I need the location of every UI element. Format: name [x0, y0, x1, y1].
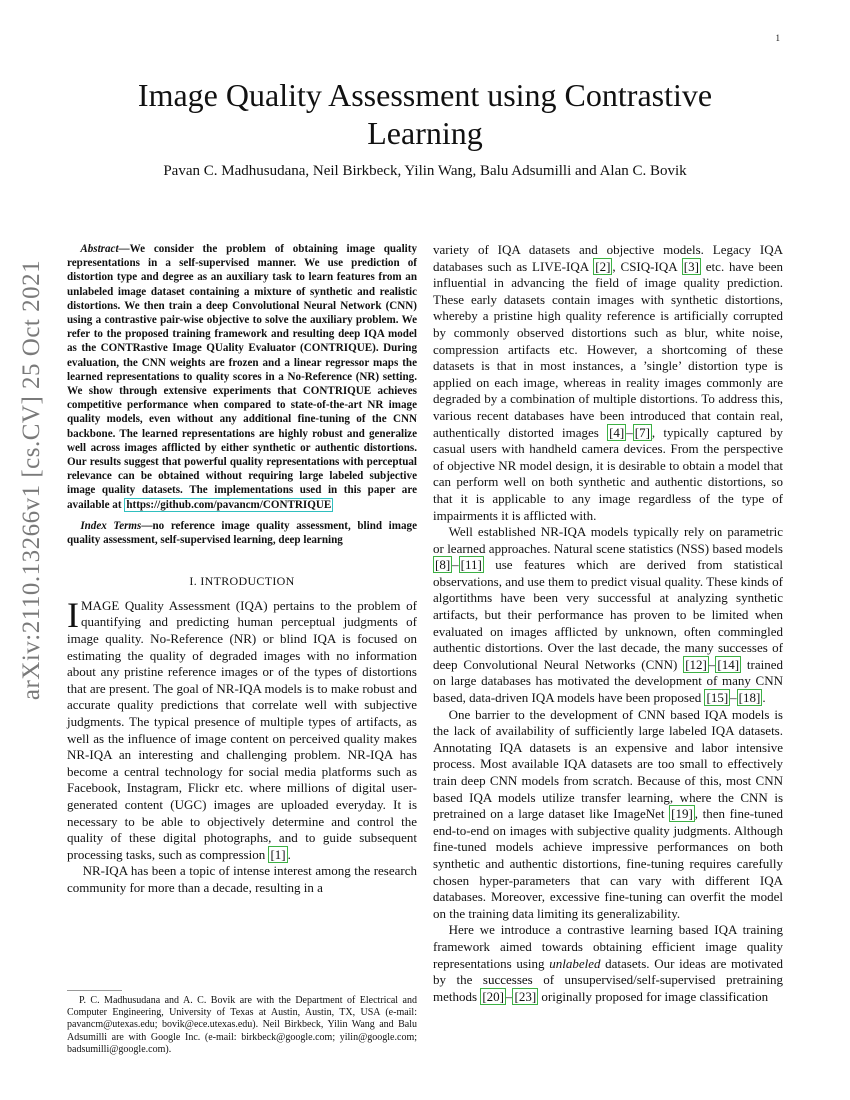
citation-8[interactable]: [8]: [435, 557, 451, 573]
text: trained on large databases has motivated the development of many CNN based, data-driven IQA models have been proposed: [433, 656, 784, 706]
right-paragraph-3: [433, 707, 783, 923]
citation-15[interactable]: [15]: [706, 690, 729, 706]
text: , typically captured by casual users with handheld camera devices. From the perspective of objective NR model design, it is desirable to obtain a model that can perform well on both synthetic and authentic distortions, so that it is applicable to any image regardless of the type of impairments it is afflicted with.: [433, 424, 783, 523]
abstract: [67, 242, 417, 512]
intro-paragraph-2: NR-IQA has been a topic of intense interest among the research community for more than a decade, resulting in a: [67, 863, 417, 895]
arxiv-id: arXiv:2110.13266v1 [cs.CV] 25 Oct 2021: [18, 259, 45, 701]
right-paragraph-1: variety of IQA datasets and objective models. Legacy IQA databases such as LIVE-IQA [2] , CSIQ-IQA [3] etc. have been influential in advancing the field of image quality prediction. These early datasets contain images with synthetic distortions, whereby a pristine high quality reference is artificially corrupted by commonly observed distortions such as blur, white noise, compression artifacts etc. However, a shortcoming of these datasets is that in most instances, a ’single’ distortion type is applied on each image, whereas in reality images commonly are degraded by a combination of multiple distortions. To address this, various recent databases have been introduced that contain real, authentically distorted images [4] – [7] , typically captured by casual users with handheld camera devices. From the perspective of objective NR model design, it is desirable to obtain a model that can perform well on both synthetic and authentic distortions, so that it is applicable to any image regardless of the type of impairments it is afflicted with.: [433, 242, 783, 523]
citation-12[interactable]: [12]: [685, 656, 707, 672]
right-paragraph-2: Well established NR-IQA models typically rely on parametric or learned approaches. Natural scene statistics (NSS) based models [8] – [11] use features which are derived from statistical observations, and use them to predict visual quality. These kinds of algortithms have been very successful at analyzing synthetic artifacts, but their performance has proven to be limited when evaluated on images afflicted by unknown, often commingled authentic distortions. Over the last decade, the many successes of deep Convolutional Neural Networks (CNN) [12] – [14] trained on large databases has motivated the development of many CNN based, data-driven IQA models have been proposed [15] – [18] .: [433, 524, 784, 706]
text: , then fine-tuned end-to-end on images with subjective quality judgments. Although fine-tuned models achieve impressive performances on both synthetic and authentic distortions, fine-tuning requires carefully chosen hyper-parameters that can vary with different IQA databases. Moreover, excessive fine-tuning can overfit the model on the training data limiting its generalizability.: [433, 806, 783, 921]
index-terms-label: Index Terms: [80, 519, 142, 532]
citation-3[interactable]: [3]: [683, 258, 699, 274]
text: , CSIQ-IQA: [612, 258, 682, 274]
index-terms-text: —no reference image quality assessment, blind image quality assessment, self-supervised learning, deep learning: [67, 519, 417, 547]
text: Well established NR-IQA models typically rely on parametric or learned approaches. Natural scene statistics (NSS) based models: [433, 524, 783, 556]
right-column: [433, 242, 783, 1005]
citation-11[interactable]: [11]: [460, 557, 482, 573]
citation-4[interactable]: [4]: [609, 424, 625, 440]
code-link[interactable]: https://github.com/pavancm/CONTRIQUE: [126, 498, 332, 511]
right-paragraph-4: Here we introduce a contrastive learning based IQA training framework aimed towards obtaining efficient image quality representations using unlabeled datasets. Our ideas are motivated by the successes of unsupervised/self-supervised pretraining methods [20] – [23] originally proposed for image classification: [433, 922, 783, 1004]
abstract-label: Abstract: [80, 243, 119, 255]
index-terms: [67, 519, 417, 547]
text: Here we introduce a contrastive learning based IQA training framework aimed towards obtaining efficient image quality representations using: [433, 922, 783, 971]
arxiv-stamp: [8, 259, 56, 701]
left-column: [67, 242, 417, 897]
text: datasets. Our ideas are motivated by the successes of unsupervised/self-supervised pretraining methods: [433, 955, 783, 1004]
section-heading: I. INTRODUCTION: [189, 574, 295, 589]
citation-18[interactable]: [18]: [738, 690, 761, 706]
footnote: [67, 990, 417, 1056]
citation-23[interactable]: [23]: [514, 988, 537, 1004]
citation-1[interactable]: [1]: [270, 846, 286, 862]
paper-title: Image Quality Assessment using Contrastive Learning: [137, 77, 713, 151]
citation-19[interactable]: [19]: [671, 806, 693, 822]
drop-cap: I: [67, 594, 79, 635]
intro-p1-text: MAGE Quality Assessment (IQA) pertains to the problem of quantifying and predicting human perceptual judgments of image quality. No-Reference (NR) or blind IQA is focused on estimating the quality of degraded images with no information about any pristine reference images or of the types of distortions that are present. The goal of NR-IQA models is to make robust and accurate quality predictions that correlate well with subjective judgments. The typical presence of multiple types of artifacts, as well as the influence of image content on perceived quality makes NR-IQA an interesting and challenging problem. NR-IQA has become a central technology for social media platforms such as Facebook, Instagram, Flickr etc. where millions of digital user-generated content (UGC) images are uploaded everyday. It is necessary to be able to objectively determine and control the quality of these digital photographs, and to guide subsequent processing tasks, such as compression: [67, 597, 417, 862]
text: One barrier to the development of CNN based IQA models is the lack of availability of sufficiently large labeled IQA datasets. Annotating IQA datasets is an expensive and labor intensive process. Most available IQA datasets are too small to effectively train deep CNN models from scratch. Because of this, most CNN based IQA models utilize transfer learning, where the CNN is pretrained on a large dataset like ImageNet: [433, 706, 783, 822]
citation-14[interactable]: [14]: [717, 656, 740, 672]
text: etc. have been influential in advancing the field of image quality prediction. These early datasets contain images with synthetic distortions, whereby a pristine high quality reference is artificially corrupted by commonly observed distortions such as blur, white noise, compression artifacts etc. However, a shortcoming of these datasets is that in most instances, a ’single’ distortion type is applied on each image, whereas in reality images commonly are degraded by a combination of multiple distortions. To address this, various recent databases have been introduced that contain real, authentically distorted images: [433, 258, 783, 440]
text: originally proposed for image classification: [538, 988, 769, 1004]
intro-paragraph-1: IMAGE Quality Assessment (IQA) pertains to the problem of quantifying and predicting human perceptual judgments of image quality. No-Reference (NR) or blind IQA is focused on estimating the quality of degraded images with no information about any pristine reference images or of the types of distortions that are present. The goal of NR-IQA models is to make robust and accurate quality predictions that correlate well with subjective judgments. The typical presence of multiple types of artifacts, as well as the influence of image content on perceived quality makes NR-IQA an interesting and challenging problem. NR-IQA has become a central technology for social media platforms such as Facebook, Instagram, Flickr etc. where millions of digital user-generated content (UGC) images are uploaded everyday. It is necessary to be able to objectively determine and control the quality of these digital photographs, and to guide subsequent processing tasks, such as compression [1] .: [67, 594, 417, 862]
text: variety of IQA datasets and objective models. Legacy IQA databases such as LIVE-IQA: [433, 242, 783, 274]
paper-authors: Pavan C. Madhusudana, Neil Birkbeck, Yilin Wang, Balu Adsumilli and Alan C. Bovik: [163, 163, 687, 179]
citation-7[interactable]: [7]: [634, 424, 650, 440]
citation-2[interactable]: [2]: [595, 258, 611, 274]
footnote-rule: [67, 990, 122, 991]
abstract-text: —We consider the problem of obtaining image quality representations in a self-supervised manner. We use prediction of distortion type and degree as an auxiliary task to learn features from an unlabeled image dataset containing a mixture of synthetic and realistic distortions. We then train a deep Convolutional Neural Network (CNN) using a contrastive pair-wise objective to solve the auxiliary problem. We refer to the proposed training framework and resulting deep IQA model as the CONTRastive Image QUality Evaluator (CONTRIQUE). During evaluation, the CNN weights are frozen and a linear regressor maps the learned representations to quality scores in a No-Reference (NR) setting. We show through extensive experiments that CONTRIQUE achieves competitive performance when compared to state-of-the-art NR image quality models, even without any additional fine-tuning of the CNN backbone. The learned representations are highly robust and generalize well across images afflicted by either synthetic or authentic distortions. Our results suggest that powerful quality representations with perceptual relevance can be obtained without requiring large labeled subjective image quality datasets. The implementations used in this paper are available at: [67, 243, 417, 511]
footnote-text: P. C. Madhusudana and A. C. Bovik are with the Department of Electrical and Computer Engineering, University of Texas at Austin, Austin, TX, USA (e-mail: pavancm@utexas.edu; bovik@ece.utexas.edu). Neil Birkbeck, Yilin Wang and Balu Adsumilli are with Google Inc. (e-mail: birkbeck@google.com; yilin@google.com; badsumilli@google.com).: [67, 995, 417, 1055]
text: use features which are derived from statistical observations, and use them to predict visual quality. These kinds of algortithms have been very successful at analyzing synthetic artifacts, but their performance has proven to be limited when evaluated on images afflicted by unknown, often commingled authentic distortions. Over the last decade, the many successes of deep Convolutional Neural Networks (CNN): [433, 557, 783, 672]
page-number: 1: [775, 33, 780, 43]
citation-20[interactable]: [20]: [482, 988, 504, 1004]
emphasis: unlabeled: [549, 955, 601, 971]
